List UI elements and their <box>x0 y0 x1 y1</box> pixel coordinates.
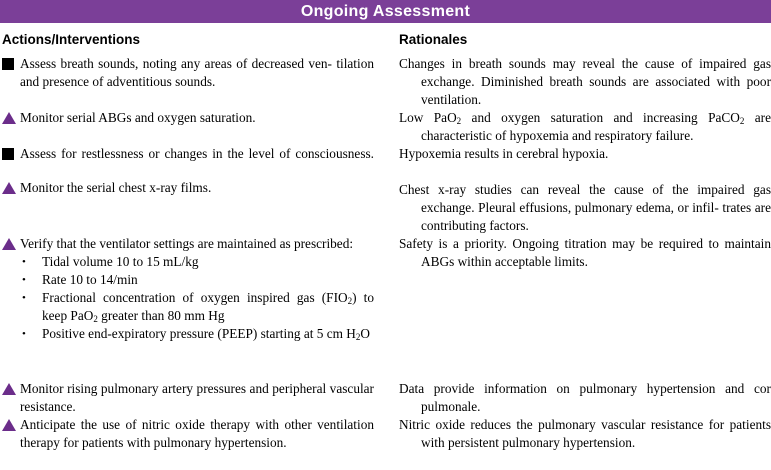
subscript: 2 <box>456 116 462 126</box>
action-item <box>0 55 374 91</box>
bullet-item <box>20 289 374 325</box>
actions-column-heading: Actions/Interventions <box>2 32 141 47</box>
action-text: Monitor serial ABGs and oxygen saturation. <box>20 110 256 125</box>
action-text: Monitor the serial chest x-ray films. <box>20 180 212 195</box>
bullet-text: Fractional concentration of oxygen inspired gas (F <box>42 290 334 305</box>
rationale-item: Nitric oxide reduces the pulmonary vascular resistance for patients with persistent pulmonary hypertension. <box>399 417 771 450</box>
square-icon <box>2 55 16 73</box>
subscript: 2 <box>93 314 98 324</box>
section-title: Ongoing Assessment <box>300 3 471 20</box>
action-item <box>0 380 374 416</box>
rationale-text: and oxygen saturation and increasing Pa <box>461 110 722 125</box>
rationale-item: Hypoxemia results in cerebral hypoxia. <box>399 146 609 161</box>
action-text: Monitor rising pulmonary artery pressures and peripheral vascular resistance. <box>20 381 374 414</box>
action-item <box>0 416 374 452</box>
action-text: Anticipate the use of nitric oxide therapy with other ventilation therapy for patients with pulmonary hypertension. <box>20 417 374 450</box>
triangle-icon <box>2 416 16 434</box>
section-banner <box>0 0 771 23</box>
action-text: Verify that the ventilator settings are maintained as prescribed: <box>20 236 354 251</box>
rationale-text: O <box>447 110 457 125</box>
bullet-text: O <box>360 326 370 341</box>
bullet-item <box>20 271 374 289</box>
subscript: 2 <box>355 332 361 342</box>
subscript: 2 <box>739 116 745 126</box>
bullet-text: IO <box>333 290 348 305</box>
square-icon <box>2 145 16 163</box>
action-item <box>0 109 374 127</box>
bullet-text: ) to keep Pa <box>42 290 374 323</box>
subscript: 2 <box>347 296 353 306</box>
rationale-item: Chest x-ray studies can reveal the cause of the impaired gas exchange. Pleural effusions, pulmonary edema, or infil- trates are contributing factors. <box>399 182 771 233</box>
action-text: Assess breath sounds, noting any areas of decreased ven- tilation and presence of adventitious sounds. <box>20 56 374 89</box>
rationale-item: Safety is a priority. Ongoing titration may be required to maintain ABGs within acceptable limits. <box>399 236 771 269</box>
bullet-item <box>20 325 374 343</box>
bullet-text: greater than 80 mm Hg <box>97 308 225 323</box>
action-item <box>0 179 374 197</box>
action-item <box>0 235 374 343</box>
bullet-text: Positive end-expiratory pressure (PEEP) starting at 5 cm H <box>42 326 356 341</box>
bullet-item <box>20 253 374 271</box>
bullet-text: Rate 10 to 14/min <box>42 272 138 287</box>
bullet-text: O <box>83 308 94 323</box>
ventilator-settings-list <box>0 253 374 343</box>
rationale-text: Low Pa <box>399 110 448 125</box>
action-text: Assess for restlessness or changes in the level of consciousness. <box>20 146 374 161</box>
rationale-text: CO <box>721 110 740 125</box>
rationales-column-heading: Rationales <box>399 32 468 47</box>
triangle-icon <box>2 235 16 253</box>
rationale-text: are characteristic of hypoxemia and respiratory failure. <box>421 110 771 143</box>
rationale-item: Changes in breath sounds may reveal the cause of impaired gas exchange. Diminished breath sounds are associated with poor ventilation. <box>399 56 771 107</box>
rationale-item: Data provide information on pulmonary hypertension and cor pulmonale. <box>399 381 771 414</box>
triangle-icon <box>2 109 16 127</box>
triangle-icon <box>2 380 16 398</box>
bullet-text: Tidal volume 10 to 15 mL/kg <box>42 254 199 269</box>
rationale-item <box>399 109 771 145</box>
action-item <box>0 145 374 163</box>
triangle-icon <box>2 179 16 197</box>
